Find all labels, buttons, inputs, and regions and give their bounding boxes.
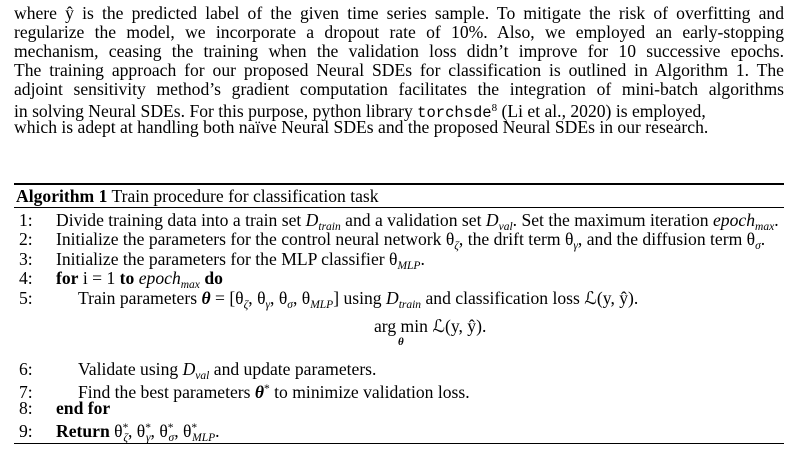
symbol-epoch: epoch (138, 268, 181, 289)
subscript-max: max (755, 220, 775, 233)
subscript-sigma: σ (287, 298, 293, 311)
subscript-mlp: MLP (310, 298, 334, 311)
subscript-train: train (398, 298, 422, 311)
step-text: Initialize the parameters for the control neural network θ (56, 229, 455, 250)
algorithm-block (14, 183, 784, 444)
step-text: and classification loss ℒ(y, ŷ). (421, 287, 639, 308)
algorithm-step-8 (14, 399, 784, 419)
paragraph-line: where ŷ is the predicted label of the given time series sample. To mitigate the risk of overfitting and (14, 3, 784, 23)
paragraph-line: The training approach for our proposed Neural SDEs for classification is outlined in Algorithm 1. The (14, 60, 784, 80)
body-paragraph (14, 4, 784, 137)
step-text: Validate using (78, 359, 183, 380)
algorithm-step-2 (14, 229, 784, 253)
symbol-theta-bold: θ (254, 381, 265, 402)
argmin-subscript: θ (398, 336, 404, 349)
keyword-do: do (204, 268, 223, 289)
subscript-mlp: MLP (192, 431, 216, 444)
step-number: 9: (19, 420, 33, 441)
step-text: Divide training data into a train set (56, 209, 306, 230)
step-text: , θ (150, 420, 168, 441)
superscript-star: * (122, 421, 129, 434)
subscript-sigma: σ (755, 240, 761, 253)
step-number: 7: (19, 381, 33, 402)
step-text: = [θ (210, 287, 244, 308)
step-number: 5: (19, 287, 33, 308)
step-text: Train parameters (78, 287, 202, 308)
algorithm-step-6 (14, 359, 784, 383)
step-text: and update parameters. (209, 359, 377, 380)
subscript-train: train (318, 220, 341, 233)
keyword-to: to (119, 268, 135, 289)
step-text: , θ (292, 287, 311, 308)
step-text: . Set the maximum iteration (512, 209, 713, 230)
step-text: , and the diffusion term θ (577, 229, 756, 250)
subscript-max: max (180, 279, 200, 292)
subscript-val: val (498, 220, 513, 233)
symbol-D: D (485, 209, 499, 230)
subscript-val: val (195, 370, 210, 383)
subscript-gamma: γ (265, 298, 271, 311)
code-torchsde: torchsde (417, 104, 492, 122)
subscript-zeta: ζ (454, 240, 459, 253)
subscript-zeta: ζ (123, 431, 128, 444)
step-text: i = 1 (78, 268, 120, 289)
algorithm-bottom-rule (14, 443, 784, 444)
footnote-marker: 8 (491, 102, 498, 114)
step-number: 1: (19, 209, 33, 230)
step-text: , the drift term θ (458, 229, 574, 250)
algorithm-step-4 (14, 268, 784, 292)
paragraph-text: in solving Neural SDEs. For this purpose, python library (14, 101, 418, 121)
subscript-gamma: γ (145, 431, 151, 444)
paragraph-line: mechanism, ceasing the training when the validation loss didn’t improve for 10 successive epochs. (14, 41, 784, 61)
paragraph-line: adjoint sensitivity method’s gradient computation facilitates the integration of mini-batch algorithms (14, 79, 784, 99)
step-text: Initialize the parameters for the MLP classifier θ (56, 248, 398, 269)
step-text: ] using (333, 287, 386, 308)
subscript-sigma: σ (168, 431, 175, 444)
step-text: , θ (128, 420, 146, 441)
step-text: , θ (248, 287, 266, 308)
superscript-star: * (145, 421, 151, 434)
superscript-star: * (167, 421, 174, 434)
step-text: , θ (270, 287, 288, 308)
symbol-theta-bold: θ (201, 287, 211, 308)
step-number: 3: (19, 248, 33, 269)
step-number: 2: (19, 229, 33, 250)
algorithm-header (14, 185, 784, 207)
step-number: 8: (19, 398, 33, 419)
step-text: θ (109, 420, 123, 441)
argmin-expression: arg min ℒ(y, ŷ). (374, 316, 487, 337)
keyword-end-for: end for (56, 398, 111, 419)
superscript-star: * (264, 382, 270, 395)
subscript-zeta: ζ (243, 298, 249, 311)
symbol-D: D (182, 359, 196, 380)
display-equation (14, 308, 784, 360)
step-text: . (420, 248, 425, 269)
algorithm-step-9 (14, 419, 784, 444)
step-number: 6: (19, 359, 33, 380)
subscript-gamma: γ (573, 240, 578, 253)
step-text: , θ (174, 420, 192, 441)
algorithm-step-1: 1: Divide training data into a train set $D_{train}$ and a validation set $D_{val}$. Set the maximum iteration epoch$_{max}$. (14, 211, 784, 231)
step-text: to minimize validation loss. (269, 381, 470, 402)
step-number: 4: (19, 268, 33, 289)
step-text: Find the best parameters (78, 381, 255, 402)
algorithm-step-3 (14, 250, 784, 270)
symbol-D: D (385, 287, 399, 308)
keyword-return: Return (56, 420, 110, 441)
paragraph-line (14, 99, 784, 122)
citation-link[interactable]: (Li et al., 2020) is employed, (497, 101, 706, 121)
algorithm-title: Train procedure for classification task (107, 185, 379, 206)
symbol-epoch: epoch (713, 209, 756, 230)
algorithm-step-7 (14, 380, 784, 400)
step-text: and a validation set (340, 209, 486, 230)
paragraph-line: regularize the model, we incorporate a dropout rate of 10%. Also, we employed an early-stopping (14, 22, 784, 42)
algorithm-step-5 (14, 289, 784, 309)
algorithm-header-rule (14, 207, 784, 208)
paragraph-line: which is adept at handling both naïve Neural SDEs and the proposed Neural SDEs in our research. (14, 117, 709, 137)
algorithm-label: Algorithm 1 (16, 185, 108, 206)
keyword-for: for (56, 268, 79, 289)
subscript-mlp: MLP (397, 259, 421, 272)
step-text: . (760, 229, 766, 250)
superscript-star: * (191, 421, 198, 434)
symbol-D: D (305, 209, 319, 230)
step-text: . (215, 420, 220, 441)
